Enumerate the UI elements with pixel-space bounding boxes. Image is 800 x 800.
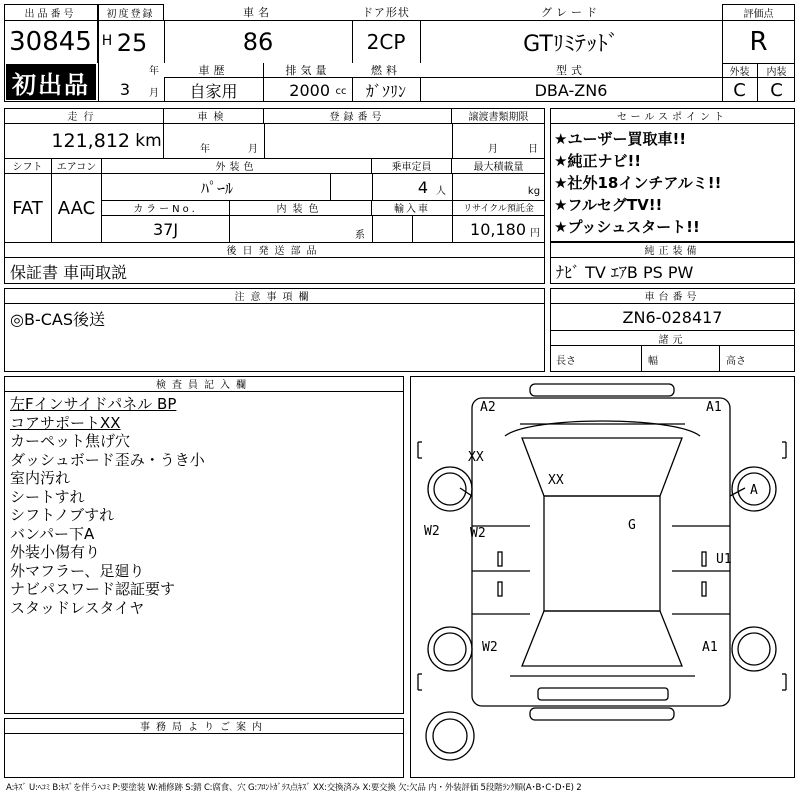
model-label: 型式 [420, 63, 722, 78]
mark-u1-right-door: U1 [716, 552, 732, 567]
office-label: 事務局よりご案内 [4, 718, 404, 734]
load-unit: kg [527, 185, 541, 197]
recycle: 10,180 [470, 219, 526, 239]
mark-a1-right-rear: A1 [702, 640, 718, 655]
mark-w2-left-edge: W2 [424, 524, 440, 539]
first-reg-label: 初度登録 [98, 4, 164, 21]
chassis-value: ZN6-028417 [622, 307, 723, 327]
mark-xx-hood: XX [548, 473, 564, 488]
dims-label: 諸元 [550, 330, 795, 346]
car-outline [410, 376, 795, 778]
inspector-line: カーペット焦げ穴 [10, 432, 131, 450]
fuel: ｶﾞｿﾘﾝ [365, 81, 406, 101]
sales-point: ★フルセグTV!! [554, 196, 663, 214]
lot-no: 30845 [4, 21, 98, 63]
mileage: 121,812 [51, 130, 130, 152]
color-no-label: カラーNo. [102, 200, 230, 216]
parts-label: 後日発送部品 [4, 242, 545, 258]
dim-length: 長さ [550, 346, 642, 372]
lot-no-label: 出品番号 [4, 4, 98, 21]
parts: 保証書 車両取説 [10, 262, 128, 282]
mark-w2-left-rear: W2 [482, 640, 498, 655]
mark-a2-front-left: A2 [480, 400, 496, 415]
inspector-line: バンパー下A [10, 524, 95, 543]
inspector-line: 室内汚れ [10, 469, 71, 487]
sales-label: セールスポイント [550, 108, 795, 124]
capacity: 4 [417, 177, 428, 197]
shift: FAT [4, 174, 52, 242]
load-label: 最大積載量 [452, 158, 545, 174]
car-name: 86 [242, 28, 274, 56]
model: DBA-ZN6 [534, 80, 608, 100]
ext-label: 外装 [722, 63, 758, 78]
equip-value: ﾅﾋﾞ TV ｴｱB PS PW [556, 262, 694, 282]
dim-height: 高さ [726, 355, 746, 367]
mileage-unit: km [134, 124, 164, 158]
capacity-unit: 人 [436, 185, 446, 197]
int-grade: C [770, 79, 783, 101]
door-label: ドア形状 [352, 4, 420, 21]
mark-a1-front-right: A1 [706, 400, 722, 415]
history: 自家用 [164, 78, 264, 102]
ext-color: ﾊﾟｰﾙ [200, 178, 233, 198]
inspector-line: スタッドレスタイヤ [10, 598, 145, 617]
car-name-label: 車名 [164, 4, 352, 21]
mark-a-right-wheel: A [750, 483, 758, 498]
reg-year: 25 [116, 29, 148, 57]
ext-color-label: 外装色 [102, 158, 372, 174]
mark-xx-left-fender: XX [468, 450, 484, 465]
grade-label: グレード [420, 4, 722, 21]
inspector-line: 外マフラー、足廻り [10, 561, 145, 580]
equip-label: 純正装備 [550, 242, 795, 258]
reg-month: 3 [119, 79, 131, 99]
displacement: 2000 [289, 80, 330, 100]
inspector-line: 外装小傷有り [10, 543, 101, 561]
score-label: 評価点 [722, 4, 795, 21]
doc-month-unit: 月 [488, 143, 498, 155]
sales-point: ★ユーザー買取車!! [554, 130, 687, 148]
insp-month-unit: 月 [248, 143, 258, 155]
capacity-label: 乗車定員 [372, 158, 452, 174]
mileage-label: 走行 [4, 108, 164, 124]
int-color-unit: 系 [355, 229, 365, 241]
sales-point: ★純正ナビ!! [554, 152, 642, 170]
mark-w2-left-door: W2 [470, 526, 486, 541]
inspector-label: 検査員記入欄 [4, 376, 404, 392]
int-color-label: 内装色 [230, 200, 372, 216]
sales-point: ★社外18インチアルミ!! [554, 174, 722, 192]
ext-grade: C [722, 78, 758, 102]
fuel-label: 燃料 [352, 63, 420, 78]
inspector-line: シフトノブすれ [10, 506, 115, 524]
inspector-line: 左Fインサイドパネル BP [10, 395, 177, 413]
doc-day-unit: 日 [528, 143, 538, 155]
legend-footer: A:ｷｽﾞ U:ﾍｺﾐ B:ｷｽﾞを伴うﾍｺﾐ P:要塗装 W:補修跡 S:錆 C:腐食、穴 G:ﾌﾛﾝﾄｶﾞﾗｽ点ｷｽﾞ XX:交換済み X:要交換 欠:欠品 内・外装評価 5段階ﾗﾝｸ順(A･B･C･D･E) 2 [6, 783, 582, 793]
month-unit: 月 [149, 87, 159, 99]
door: 2CP [366, 30, 406, 54]
dim-width: 幅 [642, 346, 720, 372]
grade: GTﾘﾐﾃｯﾄﾞ [523, 31, 619, 57]
chassis-label: 車台番号 [550, 288, 795, 304]
mark-g-windshield: G [628, 518, 636, 533]
notes-value: ◎B-CAS後送 [10, 309, 105, 329]
doc-period-label: 譲渡書類期限 [452, 108, 545, 124]
insp-year-unit: 年 [200, 143, 210, 155]
reg-no-label: 登録番号 [264, 108, 452, 124]
sales-point: ★プッシュスタート!! [554, 218, 700, 236]
year-unit: 年 [149, 65, 159, 77]
recycle-unit: 円 [530, 227, 540, 239]
displacement-unit: cc [335, 85, 347, 97]
color-no: 37J [102, 216, 230, 242]
era: H [101, 33, 113, 49]
history-label: 車歴 [164, 63, 264, 78]
ac: AAC [52, 174, 102, 242]
inspector-line: ダッシュボード歪み・うき小 [10, 450, 205, 469]
inspector-line: ナビパスワード認証要す [10, 580, 176, 598]
score: R [749, 27, 768, 57]
inspector-line: コアサポートXX [10, 413, 121, 432]
notes-label: 注意事項欄 [4, 288, 545, 304]
displacement-label: 排気量 [264, 63, 352, 78]
int-label: 内装 [758, 63, 795, 78]
shift-label: シフト [4, 158, 52, 174]
ac-label: エアコン [52, 158, 102, 174]
recycle-label: リサイクル預託金 [452, 200, 545, 216]
inspector-notes [10, 395, 205, 617]
first-listing-badge: 初出品 [6, 64, 96, 100]
sales-points [554, 128, 721, 238]
inspector-line: シートすれ [10, 487, 85, 506]
import-label: 輸入車 [372, 200, 452, 216]
inspection-label: 車検 [164, 108, 264, 124]
